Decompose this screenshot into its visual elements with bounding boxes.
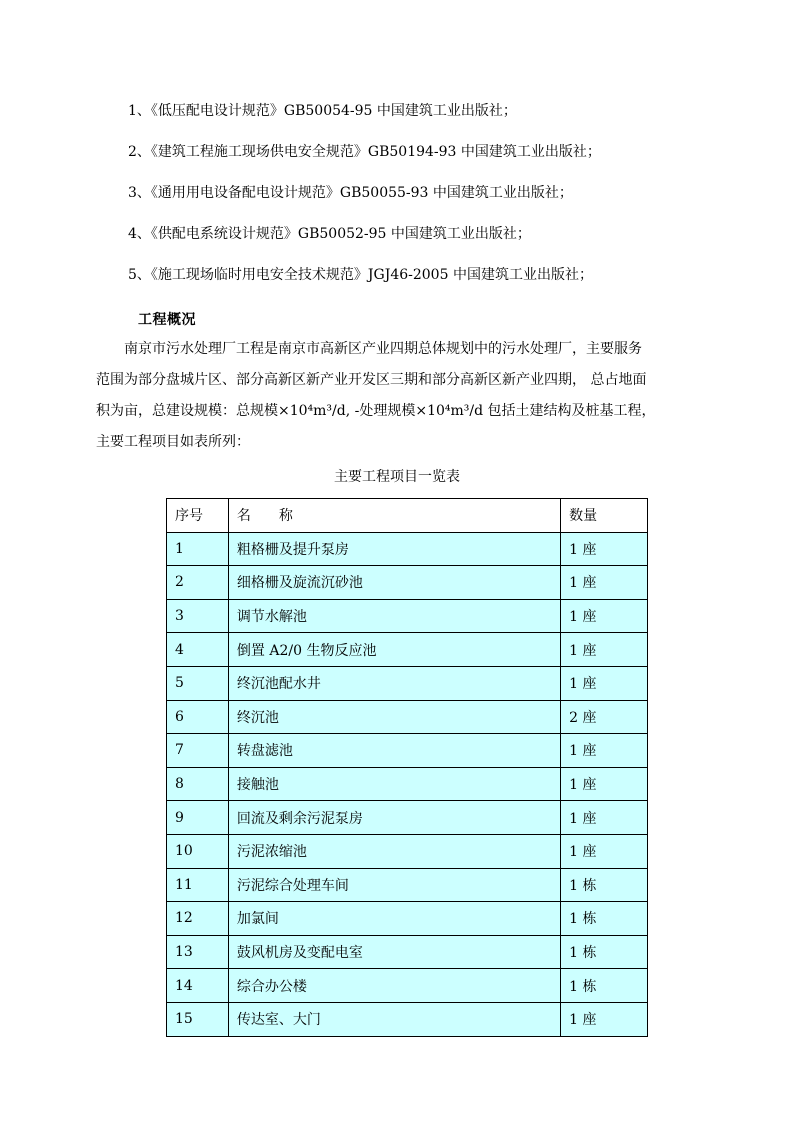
cell-name: 传达室、大门 <box>228 1002 560 1036</box>
cell-name: 鼓风机房及变配电室 <box>228 935 560 969</box>
cell-index: 14 <box>167 969 229 1003</box>
cell-quantity: 1 座 <box>561 633 648 667</box>
table-row <box>167 868 648 902</box>
cell-index: 15 <box>167 1002 229 1036</box>
cell-name: 粗格栅及提升泵房 <box>228 532 560 566</box>
cell-quantity: 1 座 <box>561 734 648 768</box>
cell-index: 8 <box>167 767 229 801</box>
reference-item: 3、《通用用电设备配电设计规范》GB50055-93 中国建筑工业出版社； <box>128 185 573 201</box>
table-row <box>167 801 648 835</box>
cell-quantity: 1 座 <box>561 532 648 566</box>
table-row <box>167 1002 648 1036</box>
cell-quantity: 1 栋 <box>561 902 648 936</box>
cell-index: 7 <box>167 734 229 768</box>
header-name: 名 称 <box>228 499 560 533</box>
cell-quantity: 1 座 <box>561 566 648 600</box>
cell-index: 10 <box>167 834 229 868</box>
reference-item: 1、《低压配电设计规范》GB50054-95 中国建筑工业出版社； <box>128 103 517 119</box>
cell-quantity: 1 栋 <box>561 868 648 902</box>
overview-paragraph <box>96 334 716 458</box>
cell-name: 终沉池 <box>228 700 560 734</box>
paragraph-line: 南京市污水处理厂工程是南京市高新区产业四期总体规划中的污水处理厂，主要服务 <box>124 341 642 357</box>
cell-index: 4 <box>167 633 229 667</box>
project-items-table <box>166 498 648 1037</box>
header-index: 序号 <box>167 499 229 533</box>
cell-name: 污泥综合处理车间 <box>228 868 560 902</box>
table-row <box>167 834 648 868</box>
section-heading: 工程概况 <box>138 312 196 328</box>
cell-quantity: 1 座 <box>561 834 648 868</box>
cell-index: 5 <box>167 666 229 700</box>
reference-item: 2、《建筑工程施工现场供电安全规范》GB50194-93 中国建筑工业出版社； <box>128 144 601 160</box>
cell-quantity: 1 座 <box>561 767 648 801</box>
table-row <box>167 734 648 768</box>
paragraph-line: 主要工程项目如表所列： <box>96 434 250 450</box>
cell-quantity: 1 栋 <box>561 969 648 1003</box>
cell-name: 转盘滤池 <box>228 734 560 768</box>
table-row <box>167 666 648 700</box>
paragraph-line: 积为亩，总建设规模：总规模×10⁴m³/d, -处理规模×10⁴m³/d 包括土建结构及桩基工程， <box>96 403 656 419</box>
cell-quantity: 1 座 <box>561 801 648 835</box>
table-row <box>167 532 648 566</box>
cell-quantity: 2 座 <box>561 700 648 734</box>
cell-index: 13 <box>167 935 229 969</box>
reference-item: 4、《供配电系统设计规范》GB50052-95 中国建筑工业出版社； <box>128 226 531 242</box>
cell-name: 加氯间 <box>228 902 560 936</box>
cell-index: 6 <box>167 700 229 734</box>
cell-name: 综合办公楼 <box>228 969 560 1003</box>
cell-name: 接触池 <box>228 767 560 801</box>
table-header-row <box>167 499 648 533</box>
header-quantity: 数量 <box>561 499 648 533</box>
table-row <box>167 700 648 734</box>
table-row <box>167 969 648 1003</box>
reference-list <box>128 101 728 306</box>
cell-index: 1 <box>167 532 229 566</box>
cell-index: 2 <box>167 566 229 600</box>
cell-name: 倒置 A2/0 生物反应池 <box>228 633 560 667</box>
cell-quantity: 1 座 <box>561 599 648 633</box>
table-row <box>167 902 648 936</box>
cell-name: 污泥浓缩池 <box>228 834 560 868</box>
table-row <box>167 566 648 600</box>
table-row <box>167 599 648 633</box>
cell-name: 调节水解池 <box>228 599 560 633</box>
paragraph-line: 范围为部分盘城片区、部分高新区新产业开发区三期和部分高新区新产业四期， 总占地面 <box>96 372 647 388</box>
cell-index: 9 <box>167 801 229 835</box>
cell-index: 3 <box>167 599 229 633</box>
table-row <box>167 767 648 801</box>
table-title: 主要工程项目一览表 <box>334 469 460 485</box>
cell-name: 终沉池配水井 <box>228 666 560 700</box>
cell-index: 11 <box>167 868 229 902</box>
cell-index: 12 <box>167 902 229 936</box>
cell-name: 细格栅及旋流沉砂池 <box>228 566 560 600</box>
table-row <box>167 935 648 969</box>
cell-name: 回流及剩余污泥泵房 <box>228 801 560 835</box>
cell-quantity: 1 座 <box>561 1002 648 1036</box>
reference-item: 5、《施工现场临时用电安全技术规范》JGJ46-2005 中国建筑工业出版社； <box>128 267 593 283</box>
cell-quantity: 1 栋 <box>561 935 648 969</box>
table-row <box>167 633 648 667</box>
cell-quantity: 1 座 <box>561 666 648 700</box>
